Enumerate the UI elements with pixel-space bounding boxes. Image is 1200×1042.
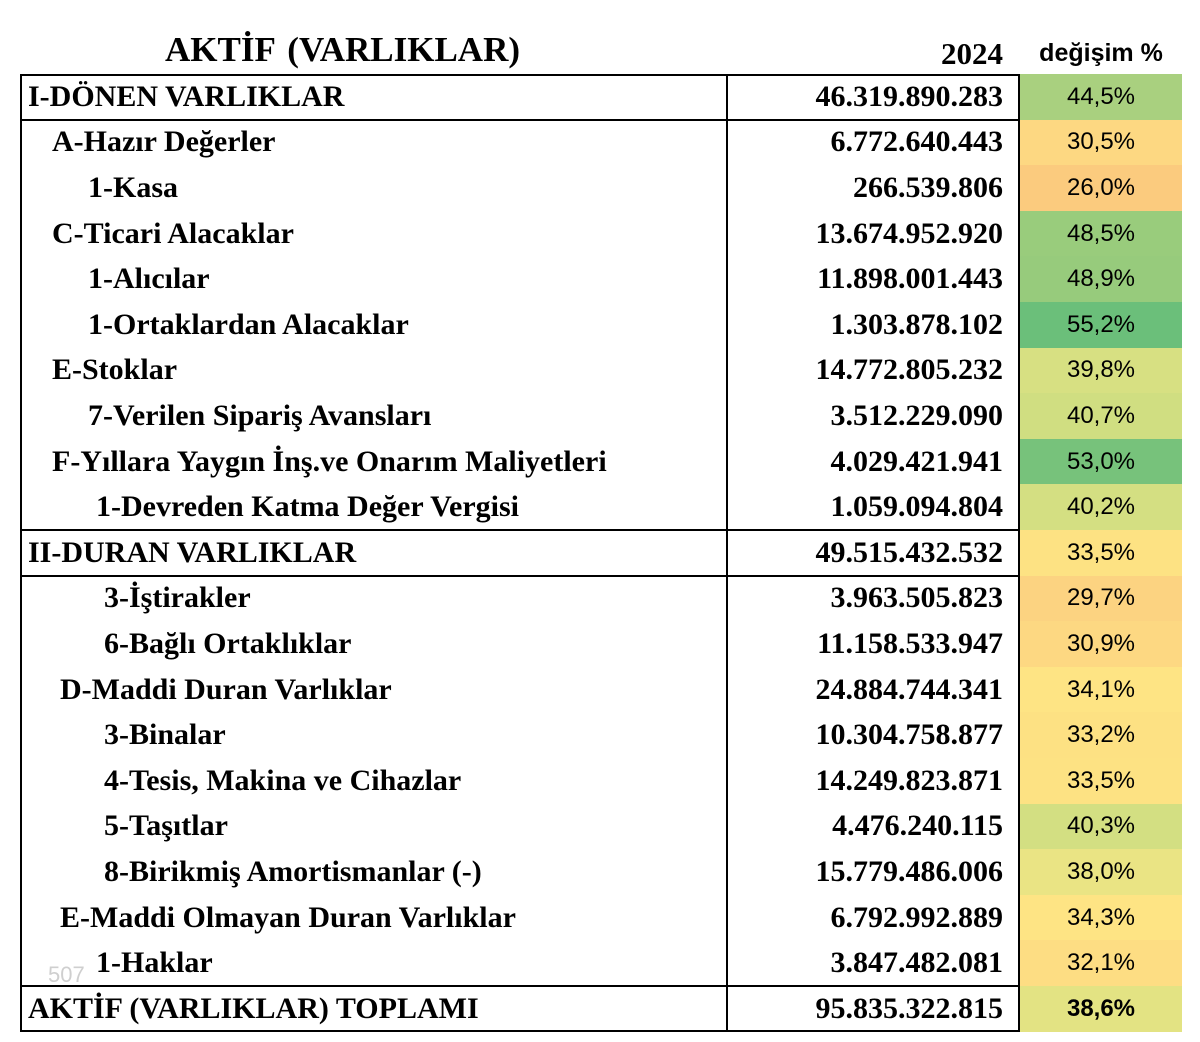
change-percent-cell: 34,1% (1020, 667, 1182, 713)
table-row-yillara-yaygin-insaat (20, 439, 1182, 485)
column-divider (1018, 74, 1020, 1032)
year-column-header: 2024 (941, 36, 1003, 71)
row-value-2024: 14.249.823.871 (815, 763, 1003, 797)
table-row-ticari-alacaklar (20, 211, 1182, 257)
row-label: E-Stoklar (52, 353, 178, 387)
row-label: II-DURAN VARLIKLAR (28, 535, 357, 569)
row-label: 7-Verilen Sipariş Avansları (88, 398, 432, 432)
table-row-bagli-ortakliklar (20, 621, 1182, 667)
row-label: 1-Devreden Katma Değer Vergisi (96, 490, 519, 524)
table-row-donen-varliklar (20, 74, 1182, 120)
row-value-2024: 3.847.482.081 (830, 946, 1003, 980)
row-value-2024: 4.029.421.941 (830, 444, 1003, 478)
change-percent-cell: 32,1% (1020, 940, 1182, 986)
row-value-2024: 3.512.229.090 (830, 398, 1003, 432)
row-label: 3-İştirakler (104, 581, 251, 615)
change-percent-cell: 38,0% (1020, 849, 1182, 895)
table-row-maddi-duran-varliklar (20, 667, 1182, 713)
row-value-2024: 1.059.094.804 (830, 490, 1003, 524)
change-percent-cell: 48,9% (1020, 256, 1182, 302)
change-percent-cell: 39,8% (1020, 348, 1182, 394)
change-percent-cell: 55,2% (1020, 302, 1182, 348)
change-percent-cell: 33,5% (1020, 530, 1182, 576)
row-value-2024: 3.963.505.823 (830, 581, 1003, 615)
change-percent-cell: 33,2% (1020, 712, 1182, 758)
change-percent-cell: 40,3% (1020, 804, 1182, 850)
change-percent-cell: 40,7% (1020, 393, 1182, 439)
table-border-left (20, 74, 22, 1032)
table-row-duran-varliklar (20, 530, 1182, 576)
change-percent-cell: 53,0% (1020, 439, 1182, 485)
section-divider (20, 985, 1020, 987)
row-value-2024: 14.772.805.232 (815, 353, 1003, 387)
table-row-haklar (20, 940, 1182, 986)
table-row-tesis-makina-cihazlar (20, 758, 1182, 804)
table-border-top (20, 74, 1020, 76)
row-value-2024: 13.674.952.920 (815, 216, 1003, 250)
section-divider (20, 119, 1020, 121)
row-label: E-Maddi Olmayan Duran Varlıklar (60, 900, 516, 934)
row-label: F-Yıllara Yaygın İnş.ve Onarım Maliyetleri (52, 444, 607, 478)
change-percent-cell: 26,0% (1020, 165, 1182, 211)
row-label: A-Hazır Değerler (52, 125, 276, 159)
row-value-2024: 49.515.432.532 (815, 535, 1003, 569)
row-label: 5-Taşıtlar (104, 809, 228, 843)
change-percent-cell: 30,5% (1020, 120, 1182, 166)
section-divider (20, 529, 1020, 531)
row-label: 1-Ortaklardan Alacaklar (88, 307, 409, 341)
table-row-istirakler (20, 576, 1182, 622)
table-border-bottom (20, 1030, 1020, 1032)
table-row-birikmis-amortismanlar (20, 849, 1182, 895)
table-row-binalar (20, 712, 1182, 758)
change-percent-cell: 40,2% (1020, 484, 1182, 530)
row-value-2024: 46.319.890.283 (815, 79, 1003, 113)
change-percent-cell: 44,5% (1020, 74, 1182, 120)
row-label: I-DÖNEN VARLIKLAR (28, 79, 345, 113)
change-percent-cell: 48,5% (1020, 211, 1182, 257)
row-label: 8-Birikmiş Amortismanlar (-) (104, 854, 482, 888)
change-percent-cell: 30,9% (1020, 621, 1182, 667)
table-row-stoklar (20, 348, 1182, 394)
table-row-devreden-kdv (20, 484, 1182, 530)
row-label: 1-Alıcılar (88, 262, 210, 296)
table-row-hazir-degerler (20, 120, 1182, 166)
row-value-2024: 6.792.992.889 (830, 900, 1003, 934)
row-value-2024: 4.476.240.115 (832, 809, 1003, 843)
row-label: 1-Kasa (88, 170, 178, 204)
change-percent-cell: 29,7% (1020, 576, 1182, 622)
page-number-watermark: 507 (48, 962, 85, 987)
column-divider (726, 74, 728, 1032)
row-label: 6-Bağlı Ortaklıklar (104, 626, 352, 660)
row-value-2024: 24.884.744.341 (815, 672, 1003, 706)
row-value-2024: 266.539.806 (853, 170, 1003, 204)
row-value-2024: 11.898.001.443 (817, 262, 1003, 296)
table-row-verilen-siparis-avanslari (20, 393, 1182, 439)
table-row-alicilar (20, 256, 1182, 302)
table-row-kasa (20, 165, 1182, 211)
table-row-ortaklardan-alacaklar (20, 302, 1182, 348)
row-label: C-Ticari Alacaklar (52, 216, 294, 250)
table-title: AKTİF (VARLIKLAR) (165, 30, 521, 69)
row-label: AKTİF (VARLIKLAR) TOPLAMI (28, 991, 479, 1025)
table-row-aktif-toplami (20, 986, 1182, 1032)
change-column-header: değişim % (1039, 39, 1163, 67)
table-row-maddi-olmayan-duran-varliklar (20, 895, 1182, 941)
table-row-tasitlar (20, 804, 1182, 850)
row-value-2024: 15.779.486.006 (815, 854, 1003, 888)
row-label: 3-Binalar (104, 718, 226, 752)
row-value-2024: 6.772.640.443 (830, 125, 1003, 159)
change-percent-cell: 38,6% (1020, 986, 1182, 1032)
change-percent-cell: 33,5% (1020, 758, 1182, 804)
row-value-2024: 1.303.878.102 (830, 307, 1003, 341)
row-label: D-Maddi Duran Varlıklar (60, 672, 392, 706)
assets-table (20, 74, 1182, 1032)
change-percent-cell: 34,3% (1020, 895, 1182, 941)
row-value-2024: 10.304.758.877 (815, 718, 1003, 752)
row-label: 4-Tesis, Makina ve Cihazlar (104, 763, 462, 797)
row-value-2024: 11.158.533.947 (817, 626, 1003, 660)
section-divider (20, 575, 1020, 577)
row-label: 1-Haklar (96, 946, 213, 980)
row-value-2024: 95.835.322.815 (815, 991, 1003, 1025)
